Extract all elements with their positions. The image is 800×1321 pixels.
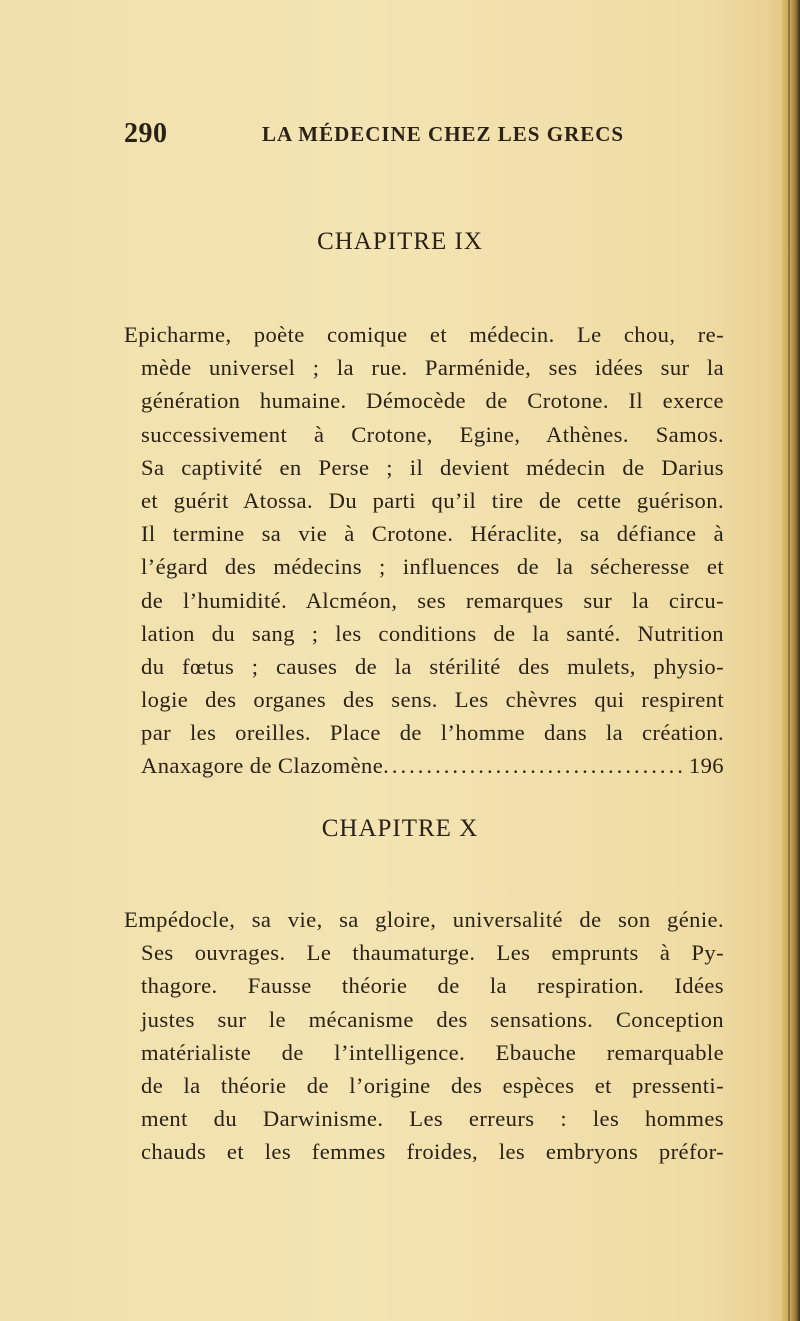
toc-entry xyxy=(124,749,724,782)
summary-line: l’égard des médecins ; influences de la sécheresse et xyxy=(141,554,724,580)
running-title: LA MÉDECINE CHEZ LES GRECS xyxy=(262,122,625,146)
summary-line: et guérit Atossa. Du parti qu’il tire de cette guérison. xyxy=(141,487,724,513)
summary-line: successivement à Crotone, Egine, Athènes. Samos. xyxy=(141,421,724,447)
page-edge xyxy=(782,0,800,1321)
summary-line: thagore. Fausse théorie de la respiration. Idées xyxy=(141,973,724,999)
chapter-heading: CHAPITRE IX xyxy=(317,228,483,255)
page-number: 290 xyxy=(124,118,168,149)
summary-line: lation du sang ; les conditions de la santé. Nutrition xyxy=(141,620,724,646)
chapter-heading: CHAPITRE X xyxy=(321,815,479,842)
summary-line: par les oreilles. Place de l’homme dans la création. xyxy=(141,720,724,746)
summary-line: ment du Darwinisme. Les erreurs : les hommes xyxy=(141,1106,724,1132)
chapter-summary xyxy=(124,318,724,783)
chapter-summary xyxy=(124,903,724,1169)
toc-entry-text: Anaxagore de Clazomène xyxy=(141,753,384,779)
summary-line: Il termine sa vie à Crotone. Héraclite, sa défiance à xyxy=(141,521,724,547)
summary-line: matérialiste de l’intelligence. Ebauche remarquable xyxy=(141,1039,724,1065)
summary-line: du fœtus ; causes de la stérilité des mulets, physio- xyxy=(141,653,724,679)
summary-line: chauds et les femmes froides, les embryons préfor- xyxy=(141,1139,724,1165)
summary-line: de la théorie de l’origine des espèces et pressenti- xyxy=(141,1072,724,1098)
page-header xyxy=(0,118,800,152)
dot-leader xyxy=(383,749,685,782)
page-edge-line xyxy=(788,0,790,1321)
summary-line: de l’humidité. Alcméon, ses remarques sur la circu- xyxy=(141,587,724,613)
summary-line: Epicharme, poète comique et médecin. Le chou, re- xyxy=(124,322,724,347)
summary-line: Ses ouvrages. Le thaumaturge. Les emprunts à Py- xyxy=(141,940,724,966)
summary-line: Empédocle, sa vie, sa gloire, universalité de son génie. xyxy=(124,907,724,932)
summary-line: logie des organes des sens. Les chèvres qui respirent xyxy=(141,687,724,713)
summary-line: justes sur le mécanisme des sensations. Conception xyxy=(141,1006,724,1032)
summary-line: génération humaine. Démocède de Crotone. Il exerce xyxy=(141,388,724,414)
summary-line: Sa captivité en Perse ; il devient médecin de Darius xyxy=(141,454,724,480)
summary-line: mède universel ; la rue. Parménide, ses idées sur la xyxy=(141,355,724,381)
toc-page-number: 196 xyxy=(688,753,724,779)
